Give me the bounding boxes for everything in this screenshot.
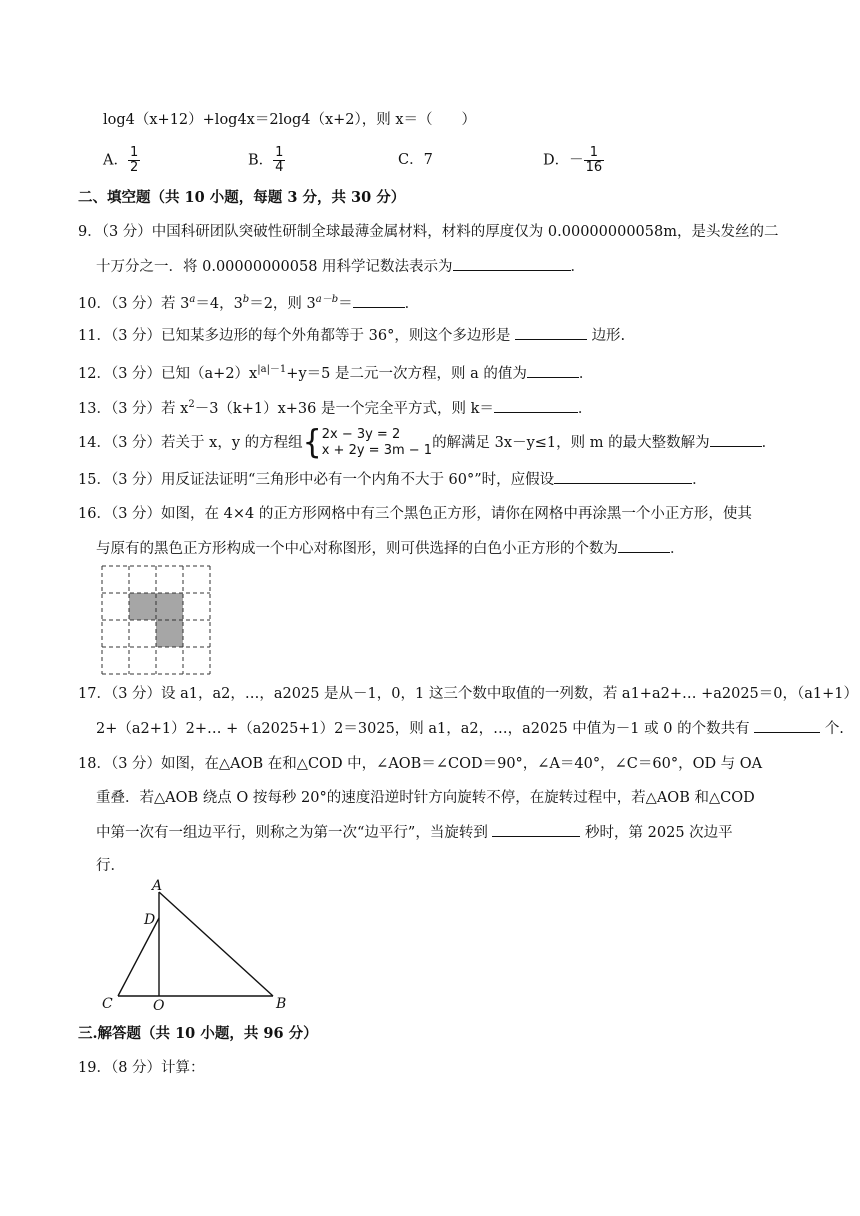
q18-line4: 行． [96,858,125,874]
q18-line3: 中第一次有一组边平行，则称之为第一次“边平行”，当旋转到 秒时，第 2025 次边平 [96,822,733,843]
q19: 19．（8 分）计算： [78,1060,205,1076]
q17-line1: 17．（3 分）设 a1，a2，…，a2025 是从－1，0，1 这三个数中取值的一列数，若 a1+a2+… +a2025＝0，（a1+1） [78,686,858,702]
q18-line2: 重叠．若△AOB 绕点 O 按每秒 20°的速度沿逆时针方向旋转不停，在旋转过程中，若△AOB 和△COD [96,790,755,806]
label-d: D [144,912,156,928]
q11: 11．（3 分）已知某多边形的每个外角都等于 36°，则这个多边形是 边形. [78,325,625,346]
q8-option-d: D．－ $\frac{1}{16}$ [543,145,603,175]
q13: 13．（3 分）若 $x^2-3(k+1)x+36$ 是一个完全平方式，则 k＝ ． [78,399,593,417]
q12: 12．（3 分）已知$(a+2)x^{|a|-1}+y=5$ 是二元一次方程，则 a 的值为 ． [78,364,594,382]
segment-ab [159,892,273,996]
q16-line2: 与原有的黑色正方形构成一个中心对称图形，则可供选择的白色小正方形的个数为 ． [96,538,685,559]
black-square-1 [129,593,156,620]
q9-answer-blank[interactable] [453,256,571,271]
q10-answer-blank[interactable] [353,293,405,308]
q9-line1: 9．（3 分）中国科研团队突破性研制全球最薄金属材料，材料的厚度仅为 0.00000000058m，是头发丝的二 [78,224,779,240]
q8-option-a: A． $\frac{1}{2}$ [103,145,139,175]
q8-equation: log4（x+12）+log4x＝2log4（x+2），则 x＝（ ） [103,112,477,128]
label-a: A [152,878,163,894]
q16-grid-figure [100,565,214,677]
q12-answer-blank[interactable] [527,363,579,378]
q10: 10．（3 分）若 $3^a=4$，$3^b=2$，则 $3^{a-b}=$ ． [78,294,420,312]
q16-answer-blank[interactable] [618,538,670,553]
q13-answer-blank[interactable] [494,398,578,413]
q8-option-b: B． $\frac{1}{4}$ [248,145,284,175]
section-3-heading: 三.解答题（共 10 小题，共 96 分） [78,1025,318,1042]
black-square-3 [156,620,183,647]
label-b: B [276,996,287,1010]
q16-line1: 16．（3 分）如图，在 4×4 的正方形网格中有三个黑色正方形，请你在网格中再涂黑一个小正方形，使其 [78,506,752,522]
q11-answer-blank[interactable] [515,325,587,340]
q15: 15．（3 分）用反证法证明“三角形中必有一个内角不大于 60°”时，应假设 ． [78,469,707,490]
q14: 14．（3 分）若关于 x，y 的方程组{ 2x − 3y = 2 x + 2y = 3m − 1 的解满足 3x－y≤1，则 m 的最大整数解为 ． [78,423,777,462]
q18-triangle-figure [96,876,296,1010]
segment-cd [118,918,159,996]
label-o: O [153,998,165,1010]
q9-line2: 十万分之一．将 0.00000000058 用科学记数法表示为 ． [96,256,585,277]
q18-line1: 18．（3 分）如图，在△AOB 在和△COD 中，∠AOB＝∠COD＝90°，∠A＝40°，∠C＝60°，OD 与 OA [78,756,763,772]
q18-answer-blank[interactable] [492,822,580,837]
q15-answer-blank[interactable] [554,469,692,484]
q17-line2: 2+（a2+1）2+… +（a2025+1）2＝3025，则 a1，a2，…，a2025 中值为－1 或 0 的个数共有 个. [96,718,844,739]
black-square-2 [156,593,183,620]
section-2-heading: 二、填空题（共 10 小题，每题 3 分，共 30 分） [78,189,406,206]
q8-option-c: C．7 [398,152,433,168]
q17-answer-blank[interactable] [754,718,820,733]
label-c: C [102,996,113,1010]
q14-answer-blank[interactable] [710,432,762,447]
